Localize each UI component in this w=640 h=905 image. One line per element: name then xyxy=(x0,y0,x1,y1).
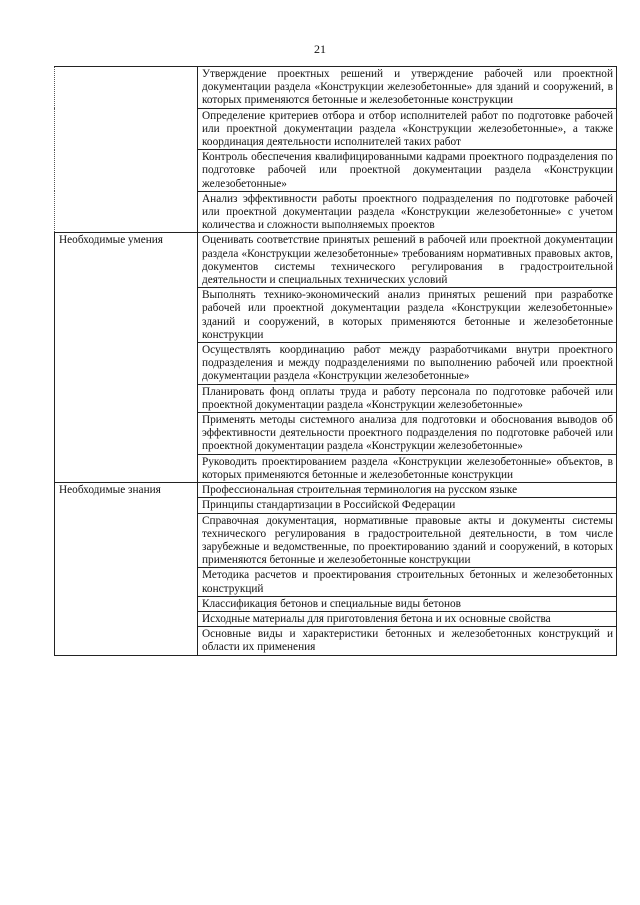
section-item: Профессиональная строительная терминология на русском языке xyxy=(198,483,617,498)
section-label: Необходимые знания xyxy=(55,483,198,655)
page-number: 21 xyxy=(314,42,326,56)
section-item: Выполнять технико-экономический анализ принятых решений при разработке рабочей или проектной документации раздела «Конструкции железобетонные» зданий и сооружений, в которых применяются бетонные и железобетонные конструкции xyxy=(198,288,617,343)
section-item: Исходные материалы для приготовления бетона и их основные свойства xyxy=(198,611,617,626)
section-item: Определение критериев отбора и отбор исполнителей работ по подготовке рабочей или проектной документации раздела «Конструкции железобетонные», а также координация деятельности исполнителей таких работ xyxy=(198,108,617,150)
requirements-table-body xyxy=(55,67,617,656)
requirements-table xyxy=(54,66,617,656)
section-item: Применять методы системного анализа для подготовки и обоснования выводов об эффективности деятельности проектного подразделения по подготовке рабочей или проектной документации раздела «Конструкции железобетонные» xyxy=(198,413,617,455)
section-item: Классификация бетонов и специальные виды бетонов xyxy=(198,596,617,611)
section-item: Основные виды и характеристики бетонных и железобетонных конструкций и области их применения xyxy=(198,627,617,655)
section-item: Анализ эффективности работы проектного подразделения по подготовке рабочей или проектной документации раздела «Конструкции железобетонные» с учетом количества и сложности выполняемых проектов xyxy=(198,191,617,233)
table-row xyxy=(55,483,617,498)
section-item: Планировать фонд оплаты труда и работу персонала по подготовке рабочей или проектной документации раздела «Конструкции железобетонные» xyxy=(198,384,617,412)
section-label xyxy=(55,67,198,233)
section-label: Необходимые умения xyxy=(55,233,198,483)
section-item: Осуществлять координацию работ между разработчиками внутри проектного подразделения и между подразделениями по выполнению рабочей или проектной документации раздела «Конструкции железобетонные» xyxy=(198,343,617,385)
section-item: Руководить проектированием раздела «Конструкции железобетонные» объектов, в которых применяются бетонные и железобетонные конструкции xyxy=(198,454,617,482)
section-item: Контроль обеспечения квалифицированными кадрами проектного подразделения по подготовке рабочей или проектной документации раздела «Конструкции железобетонные» xyxy=(198,150,617,192)
section-item: Методика расчетов и проектирования строительных бетонных и железобетонных конструкций xyxy=(198,568,617,596)
section-item: Оценивать соответствие принятых решений в рабочей или проектной документации раздела «Конструкции железобетонные» требованиям нормативных правовых актов, документов системы технического регулирования в градостроительной деятельности и специальных технических условий xyxy=(198,233,617,288)
table-row xyxy=(55,67,617,109)
section-item: Справочная документация, нормативные правовые акты и документы системы технического регулирования в градостроительной деятельности, в том числе зарубежные и ведомственные, по проектированию зданий и сооружений, в которых применяются бетонные и железобетонные конструкции xyxy=(198,513,617,568)
section-item: Утверждение проектных решений и утверждение рабочей или проектной документации раздела «Конструкции железобетонные» для зданий и сооружений, в которых применяются бетонные и железобетонные конструкции xyxy=(198,67,617,109)
section-item: Принципы стандартизации в Российской Федерации xyxy=(198,498,617,513)
table-row xyxy=(55,233,617,288)
